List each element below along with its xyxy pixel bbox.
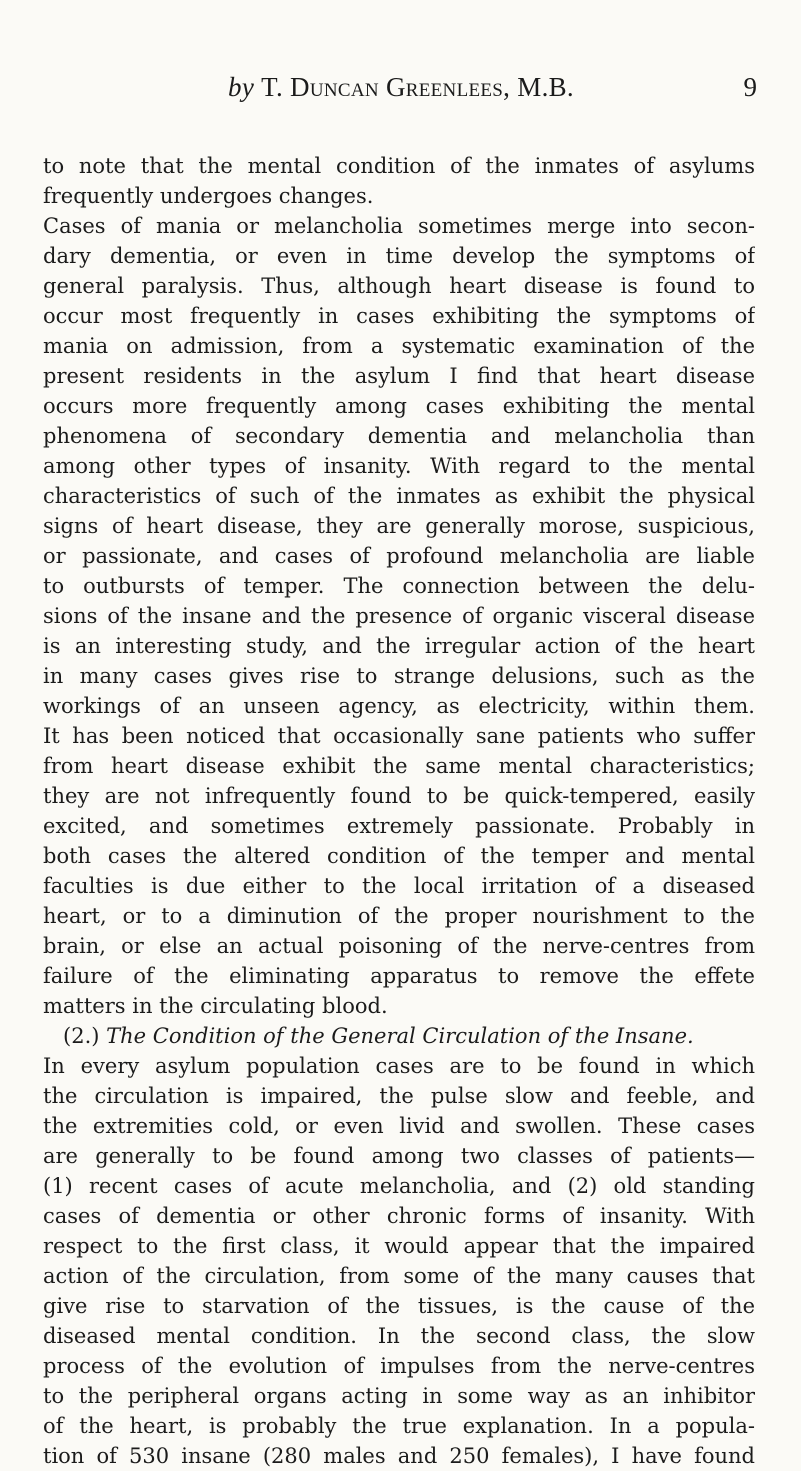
text-line: dary dementia, or even in time develop the symptoms of (43, 244, 755, 268)
text-line: brain, or else an actual poisoning of the nerve-centres from (43, 934, 755, 958)
text-line: action of the circulation, from some of the many causes that (43, 1264, 755, 1288)
text-line: present residents in the asylum I find that heart disease (43, 364, 755, 388)
text-line: Cases of mania or melancholia sometimes merge into secon- (43, 214, 755, 238)
text-line: heart, or to a diminution of the proper nourishment to the (43, 904, 755, 928)
running-head-author: T. Duncan Greenlees, M.B. (261, 72, 574, 102)
text-line: (1) recent cases of acute melancholia, and (2) old standing (43, 1174, 755, 1198)
text-line: phenomena of secondary dementia and melancholia than (43, 424, 755, 448)
text-line: excited, and sometimes extremely passionate. Probably in (43, 814, 755, 838)
text-line: to note that the mental condition of the inmates of asylums (43, 154, 755, 178)
text-line: to the peripheral organs acting in some way as an inhibitor (43, 1384, 755, 1408)
text-line: the extremities cold, or even livid and swollen. These cases (43, 1114, 755, 1138)
section-title: The Condition of the General Circulation of the Insane. (106, 1024, 694, 1048)
text-line: in many cases gives rise to strange delusions, such as the (43, 664, 755, 688)
text-line: from heart disease exhibit the same mental characteristics; (43, 754, 755, 778)
text-line: are generally to be found among two classes of patients— (43, 1144, 755, 1168)
section-heading (43, 1021, 755, 1051)
text-line: among other types of insanity. With regard to the mental (43, 454, 755, 478)
section-number: (2.) (63, 1024, 100, 1048)
text-line: is an interesting study, and the irregular action of the heart (43, 634, 755, 658)
text-line: of the heart, is probably the true explanation. In a popula- (43, 1414, 755, 1438)
text-line: matters in the circulating blood. (43, 994, 388, 1018)
text-line: sions of the insane and the presence of organic visceral disease (43, 604, 755, 628)
text-line: characteristics of such of the inmates as exhibit the physical (43, 484, 755, 508)
text-line: tion of 530 insane (280 males and 250 females), I have found (43, 1444, 755, 1468)
text-line: diseased mental condition. In the second class, the slow (43, 1324, 755, 1348)
text-line: cases of dementia or other chronic forms of insanity. With (43, 1204, 755, 1228)
text-line: In every asylum population cases are to be found in which (43, 1054, 755, 1078)
running-head-title (45, 72, 757, 103)
text-line: occur most frequently in cases exhibiting the symptoms of (43, 304, 755, 328)
text-line: or passionate, and cases of profound melancholia are liable (43, 544, 755, 568)
text-line: the circulation is impaired, the pulse slow and feeble, and (43, 1084, 755, 1108)
text-line: frequently undergoes changes. (43, 184, 374, 208)
text-line: general paralysis. Thus, although heart disease is found to (43, 274, 755, 298)
text-line: respect to the first class, it would appear that the impaired (43, 1234, 755, 1258)
text-line: workings of an unseen agency, as electricity, within them. (43, 694, 755, 718)
running-head-by: by (228, 72, 255, 102)
text-line: both cases the altered condition of the temper and mental (43, 844, 755, 868)
text-line: they are not infrequently found to be quick-tempered, easily (43, 784, 755, 808)
text-line: faculties is due either to the local irritation of a diseased (43, 874, 755, 898)
body-text (43, 151, 755, 1471)
page-number: 9 (743, 72, 757, 102)
text-line: mania on admission, from a systematic examination of the (43, 334, 755, 358)
text-line: occurs more frequently among cases exhibiting the mental (43, 394, 755, 418)
text-line: It has been noticed that occasionally sane patients who suffer (43, 724, 755, 748)
text-line: signs of heart disease, they are generally morose, suspicious, (43, 514, 755, 538)
text-line: to outbursts of temper. The connection between the delu- (43, 574, 755, 598)
text-line: failure of the eliminating apparatus to remove the effete (43, 964, 755, 988)
text-line: process of the evolution of impulses from the nerve-centres (43, 1354, 755, 1378)
running-head (45, 72, 757, 112)
text-line: give rise to starvation of the tissues, is the cause of the (43, 1294, 755, 1318)
